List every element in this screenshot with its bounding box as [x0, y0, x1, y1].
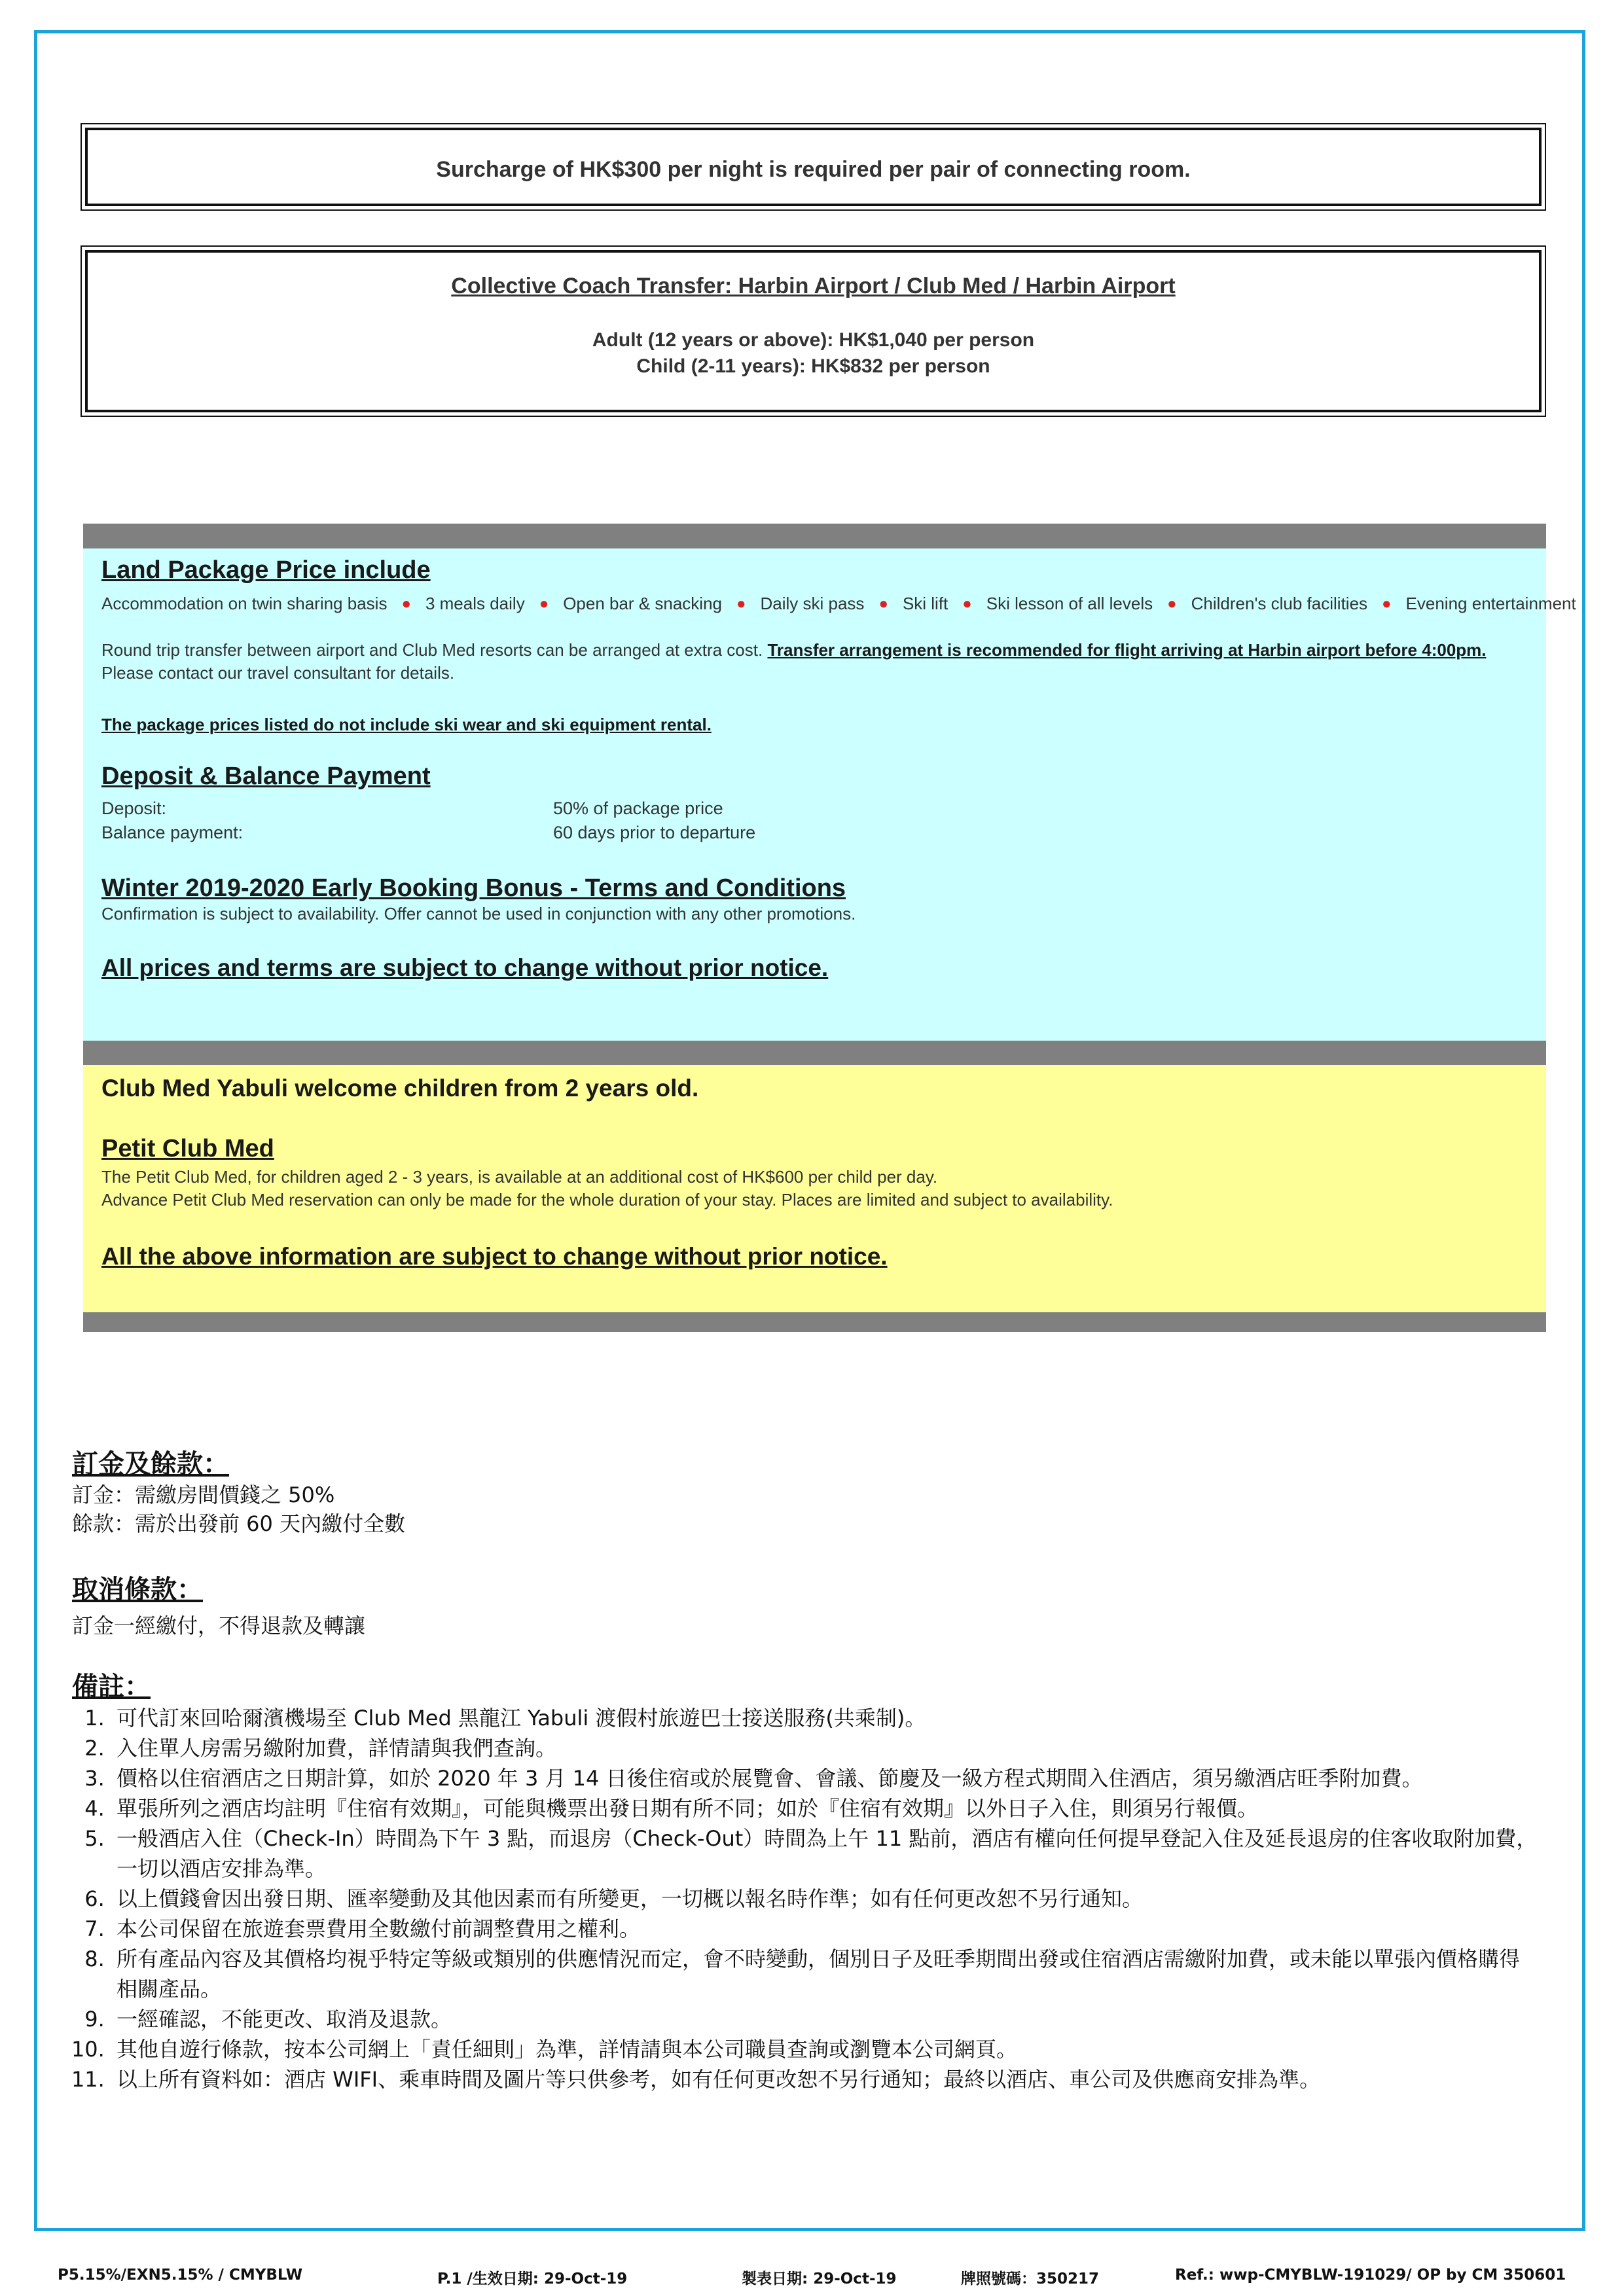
- inclusion-item: Evening entertainment: [1405, 594, 1576, 613]
- bullet-icon: ●: [962, 594, 972, 613]
- surcharge-text: Surcharge of HK$300 per night is required per pair of connecting room.: [436, 157, 1191, 182]
- bullet-icon: ●: [539, 594, 549, 613]
- zh-deposit-heading: 訂金及餘款：: [72, 1449, 229, 1479]
- surcharge-box: [85, 128, 1542, 206]
- note-item: 4. 單張所列之酒店均註明『住宿有效期』，可能與機票出發日期有所不同；如於『住宿有效期』以外日子入住，則須另行報價。: [111, 1793, 1538, 1823]
- land-package-heading: Land Package Price include: [101, 556, 431, 584]
- note-item: 8. 所有產品內容及其價格均視乎特定等級或類別的供應情況而定，會不時變動，個別日子及旺季期間出發或住宿酒店需繳附加費，或未能以單張內價格購得相關產品。: [111, 1944, 1538, 2004]
- zh-deposit-section: [72, 1443, 1538, 1538]
- petit-club-line2: Advance Petit Club Med reservation can only be made for the whole duration of your stay. Places are limited and subject to availability.: [101, 1190, 1113, 1210]
- bullet-icon: ●: [736, 594, 746, 613]
- footer: [0, 2267, 1624, 2293]
- note-item: 11. 以上所有資料如：酒店 WIFI、乘車時間及圖片等只供參考，如有任何更改恕不另行通知；最終以酒店、車公司及供應商安排為準。: [111, 2064, 1538, 2094]
- contact-text: Please contact our travel consultant for details.: [101, 663, 455, 683]
- inclusion-item: Ski lesson of all levels: [986, 594, 1153, 613]
- zh-cancel-heading: 取消條款：: [72, 1575, 203, 1605]
- note-item: 6. 以上價錢會因出發日期、匯率變動及其他因素而有所變更，一切概以報名時作準；如有任何更改恕不另行通知。: [111, 1884, 1538, 1914]
- zh-cancel-line: 訂金一經繳付，不得退款及轉讓: [72, 1613, 366, 1638]
- land-package-panel: [83, 548, 1576, 1041]
- inclusions-list: [101, 594, 1576, 614]
- coach-transfer-box: [85, 250, 1542, 412]
- coach-child-price: Child (2-11 years): HK$832 per person: [636, 355, 990, 377]
- deposit-heading: Deposit & Balance Payment: [101, 762, 431, 790]
- inclusion-item: Ski lift: [902, 594, 948, 613]
- note-item: 5. 一般酒店入住（Check-In）時間為下午 3 點，而退房（Check-Out）時間為上午 11 點前，酒店有權向任何提早登記入住及延長退房的住客收取附加費，一切以酒店安排為準。: [111, 1823, 1538, 1884]
- early-booking-text: Confirmation is subject to availability. Offer cannot be used in conjunction with any other promotions.: [101, 904, 856, 924]
- transfer-note: Transfer arrangement is recommended for flight arriving at Harbin airport before 4:00pm.: [767, 640, 1487, 660]
- balance-row: [101, 823, 1528, 843]
- zh-notes-heading: 備註：: [72, 1672, 151, 1702]
- divider-bar: [83, 1312, 1546, 1332]
- petit-club-line1: The Petit Club Med, for children aged 2 - 3 years, is available at an additional cost of HK$600 per child per day.: [101, 1167, 938, 1187]
- deposit-value: 50% of package price: [553, 798, 723, 818]
- petit-club-heading: Petit Club Med: [101, 1135, 274, 1162]
- footer-made-date: 製表日期: 29-Oct-19: [742, 2270, 897, 2287]
- note-item: 10. 其他自遊行條款，按本公司網上「責任細則」為準，詳情請與本公司職員查詢或瀏覽本公司網頁。: [111, 2034, 1538, 2064]
- transfer-text: Round trip transfer between airport and Club Med resorts can be arranged at extra cost.: [101, 640, 763, 660]
- zh-deposit-line: 訂金：需繳房間價錢之 50%: [72, 1482, 335, 1507]
- zh-notes-section: [72, 1666, 1538, 2094]
- inclusion-item: Children's club facilities: [1191, 594, 1368, 613]
- zh-balance-line: 餘款：需於出發前 60 天內繳付全數: [72, 1511, 406, 1536]
- inclusion-item: Daily ski pass: [760, 594, 865, 613]
- balance-value: 60 days prior to departure: [553, 823, 756, 842]
- coach-adult-price: Adult (12 years or above): HK$1,040 per person: [592, 329, 1035, 351]
- footer-licence: 牌照號碼：350217: [961, 2270, 1100, 2287]
- children-panel: [83, 1065, 1546, 1312]
- coach-heading: Collective Coach Transfer: Harbin Airport / Club Med / Harbin Airport: [451, 274, 1176, 298]
- footer-effective-date: P.1 /生效日期: 29-Oct-19: [437, 2270, 628, 2287]
- bullet-icon: ●: [1167, 594, 1177, 613]
- notes-list: [72, 1703, 1538, 2094]
- note-item: 7. 本公司保留在旅遊套票費用全數繳付前調整費用之權利。: [111, 1914, 1538, 1944]
- prices-notice: All prices and terms are subject to change without prior notice.: [101, 954, 829, 981]
- inclusion-item: Open bar & snacking: [563, 594, 722, 613]
- divider-bar: [83, 1041, 1546, 1065]
- inclusion-item: Accommodation on twin sharing basis: [101, 594, 388, 613]
- deposit-row: [101, 798, 1528, 819]
- divider-bar: [83, 524, 1546, 548]
- bullet-icon: ●: [401, 594, 411, 613]
- footer-ref: Ref.: wwp-CMYBLW-191029/ OP by CM 350601: [1175, 2267, 1566, 2284]
- transfer-paragraph: [101, 640, 1528, 660]
- zh-cancel-section: [72, 1569, 1538, 1640]
- early-booking-heading: Winter 2019-2020 Early Booking Bonus - Terms and Conditions: [101, 874, 846, 902]
- welcome-text: Club Med Yabuli welcome children from 2 years old.: [101, 1075, 699, 1102]
- balance-label: Balance payment:: [101, 823, 244, 842]
- note-item: 3. 價格以住宿酒店之日期計算，如於 2020 年 3 月 14 日後住宿或於展覽會、會議、節慶及一級方程式期間入住酒店，須另繳酒店旺季附加費。: [111, 1763, 1538, 1793]
- note-item: 9. 一經確認，不能更改、取消及退款。: [111, 2004, 1538, 2034]
- bullet-icon: ●: [878, 594, 888, 613]
- exclusion-text: The package prices listed do not include ski wear and ski equipment rental.: [101, 715, 712, 734]
- inclusion-item: 3 meals daily: [425, 594, 525, 613]
- note-item: 1. 可代訂來回哈爾濱機場至 Club Med 黑龍江 Yabuli 渡假村旅遊巴士接送服務(共乘制)。: [111, 1703, 1538, 1733]
- deposit-label: Deposit:: [101, 798, 167, 818]
- note-item: 2. 入住單人房需另繳附加費，詳情請與我們查詢。: [111, 1733, 1538, 1763]
- footer-code: P5.15%/EXN5.15% / CMYBLW: [58, 2267, 303, 2284]
- bullet-icon: ●: [1382, 594, 1392, 613]
- above-info-notice: All the above information are subject to change without prior notice.: [101, 1243, 888, 1270]
